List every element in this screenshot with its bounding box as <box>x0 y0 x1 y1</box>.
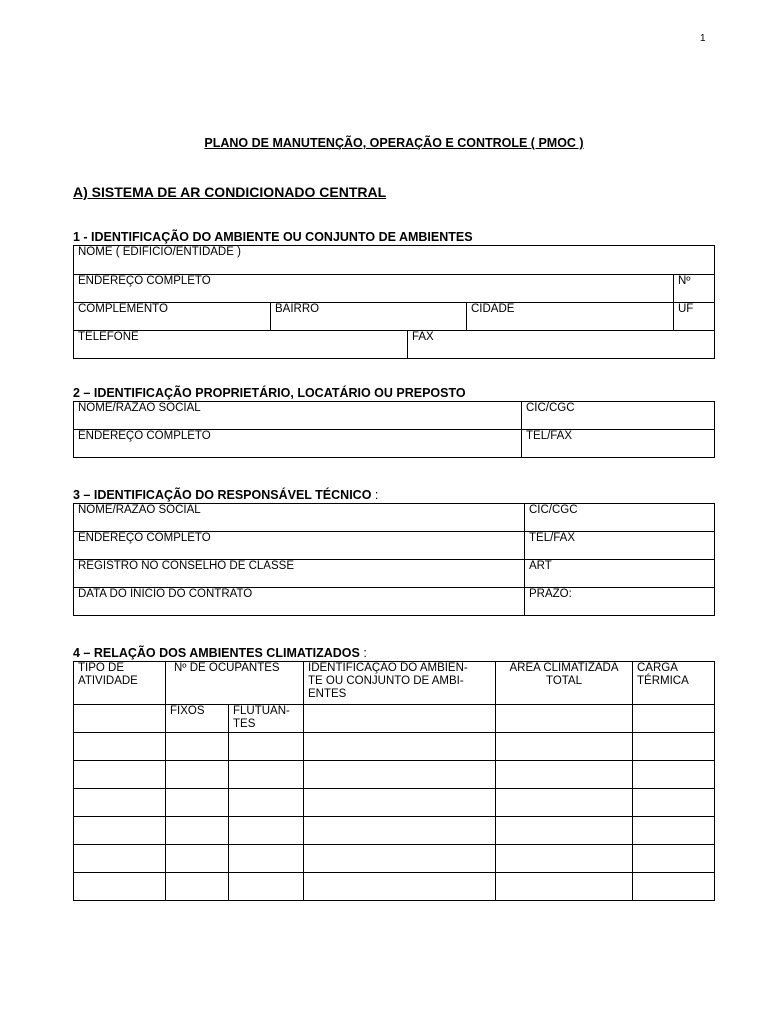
section3-colon: : <box>374 488 379 502</box>
sub-header-flutuantes <box>229 705 304 733</box>
table-row <box>74 789 715 817</box>
col-header-carga-termica <box>633 662 715 705</box>
table-cell[interactable] <box>166 761 229 789</box>
sub-flut-line1: FLUTUAN- <box>233 705 290 717</box>
table-cell[interactable] <box>166 817 229 845</box>
table-cell[interactable] <box>633 873 715 901</box>
section4-heading-text: 4 – RELAÇÃO DOS AMBIENTES CLIMATIZADOS <box>73 646 360 660</box>
label-endereco: ENDEREÇO COMPLETO <box>78 430 211 442</box>
field-nome-edificio[interactable] <box>74 246 715 275</box>
table-cell[interactable] <box>74 789 166 817</box>
section1-heading: 1 - IDENTIFICAÇÃO DO AMBIENTE OU CONJUNTO DE AMBIENTES <box>73 230 473 244</box>
field-prazo[interactable] <box>525 588 715 616</box>
field-telefone[interactable] <box>74 331 408 359</box>
col-header-identificacao <box>304 662 496 705</box>
table-cell[interactable] <box>633 761 715 789</box>
field-registro-conselho[interactable] <box>74 560 525 588</box>
col-ident-line3: ENTES <box>308 688 347 700</box>
col-header-ocupantes <box>166 662 304 705</box>
label-fax: FAX <box>412 331 434 343</box>
label-telefone: TELEFONE <box>78 331 139 343</box>
table-cell[interactable] <box>304 817 496 845</box>
col-ident-line1: IDENTIFICAÇÃO DO AMBIEN- <box>308 662 468 674</box>
field-endereco-completo[interactable] <box>74 275 674 303</box>
label-complemento: COMPLEMENTO <box>78 303 168 315</box>
label-prazo: PRAZO: <box>529 588 572 600</box>
page-number: 1 <box>700 33 706 44</box>
label-numero: Nº <box>678 275 691 287</box>
field-tel-fax[interactable] <box>522 430 715 458</box>
table-cell[interactable] <box>304 761 496 789</box>
table-cell[interactable] <box>229 789 304 817</box>
table-cell[interactable] <box>229 845 304 873</box>
table-cell[interactable] <box>229 761 304 789</box>
table-cell[interactable] <box>166 733 229 761</box>
col-ident-line2: TE OU CONJUNTO DE AMBI- <box>308 675 464 687</box>
table-cell[interactable] <box>166 789 229 817</box>
label-tel-fax: TEL/FAX <box>529 532 576 544</box>
section4-heading <box>73 646 367 660</box>
table-cell[interactable] <box>74 733 166 761</box>
table-row <box>74 817 715 845</box>
table-cell[interactable] <box>633 733 715 761</box>
table-cell[interactable] <box>496 733 633 761</box>
sub-header-fixos <box>166 705 229 733</box>
table-cell[interactable] <box>633 817 715 845</box>
table-cell[interactable] <box>74 845 166 873</box>
col-carga-line2: TÉRMICA <box>637 675 689 687</box>
label-endereco: ENDEREÇO COMPLETO <box>78 275 211 287</box>
sub-flut-line2: TES <box>233 718 256 730</box>
table-cell[interactable] <box>304 845 496 873</box>
document-title: PLANO DE MANUTENÇÃO, OPERAÇÃO E CONTROLE ( PMOC ) <box>204 136 584 150</box>
field-tel-fax[interactable] <box>525 532 715 560</box>
field-cic-cgc[interactable] <box>522 402 715 430</box>
label-cic-cgc: CIC/CGC <box>526 402 575 414</box>
label-cic-cgc: CIC/CGC <box>529 504 578 516</box>
table-cell[interactable] <box>304 705 496 733</box>
label-bairro: BAIRRO <box>275 303 320 315</box>
section3-heading-text: 3 – IDENTIFICAÇÃO DO RESPONSÁVEL TÉCNICO <box>73 488 372 502</box>
table-cell[interactable] <box>304 789 496 817</box>
label-endereco: ENDEREÇO COMPLETO <box>78 532 211 544</box>
col-header-area <box>496 662 633 705</box>
field-endereco-completo[interactable] <box>74 430 522 458</box>
table-cell[interactable] <box>166 845 229 873</box>
section3-table <box>73 503 715 616</box>
table-cell[interactable] <box>166 873 229 901</box>
table-cell[interactable] <box>496 817 633 845</box>
table-cell[interactable] <box>633 845 715 873</box>
col-tipo-line1: TIPO DE <box>78 662 125 674</box>
col-carga-line1: CARGA <box>637 662 678 674</box>
col-area-line2: TOTAL <box>546 675 582 687</box>
field-data-inicio-contrato[interactable] <box>74 588 525 616</box>
table-row <box>74 845 715 873</box>
label-nome-edificio: NOME ( EDIFÍCIO/ENTIDADE ) <box>78 246 241 258</box>
table-cell[interactable] <box>229 817 304 845</box>
table-cell[interactable] <box>74 705 166 733</box>
label-cidade: CIDADE <box>471 303 515 315</box>
table-cell[interactable] <box>496 705 633 733</box>
table-cell[interactable] <box>304 733 496 761</box>
field-uf[interactable] <box>674 303 715 331</box>
table-cell[interactable] <box>496 845 633 873</box>
col-tipo-line2: ATIVIDADE <box>78 675 138 687</box>
label-registro-conselho: REGISTRO NO CONSELHO DE CLASSE <box>78 560 294 572</box>
label-data-inicio: DATA DO INÍCIO DO CONTRATO <box>78 588 253 600</box>
table-cell[interactable] <box>229 873 304 901</box>
section4-table <box>73 661 715 901</box>
section3-heading <box>73 488 378 502</box>
table-cell[interactable] <box>496 789 633 817</box>
col-ocupantes-label: Nº DE OCUPANTES <box>174 662 280 674</box>
section1-table <box>73 245 715 359</box>
field-razao-social[interactable] <box>74 402 522 430</box>
label-razao-social: NOME/RAZÃO SOCIAL <box>78 402 201 414</box>
field-numero[interactable] <box>674 275 715 303</box>
col-header-tipo-atividade <box>74 662 166 705</box>
table-row <box>74 761 715 789</box>
table-cell[interactable] <box>74 817 166 845</box>
field-razao-social[interactable] <box>74 504 525 532</box>
field-bairro[interactable] <box>271 303 467 331</box>
field-cic-cgc[interactable] <box>525 504 715 532</box>
section2-table <box>73 401 715 458</box>
table-row <box>74 733 715 761</box>
sub-fixos-label: FIXOS <box>170 705 205 717</box>
label-art: ART <box>529 560 552 572</box>
section4-colon: : <box>363 646 367 660</box>
section-a-title: A) SISTEMA DE AR CONDICIONADO CENTRAL <box>73 184 387 200</box>
field-complemento[interactable] <box>74 303 271 331</box>
field-cidade[interactable] <box>467 303 674 331</box>
section2-heading: 2 – IDENTIFICAÇÃO PROPRIETÁRIO, LOCATÁRIO OU PREPOSTO <box>73 386 466 400</box>
table-cell[interactable] <box>74 761 166 789</box>
field-art[interactable] <box>525 560 715 588</box>
table-cell[interactable] <box>304 873 496 901</box>
field-fax[interactable] <box>408 331 715 359</box>
label-razao-social: NOME/RAZÃO SOCIAL <box>78 504 201 516</box>
table-cell[interactable] <box>633 789 715 817</box>
table-cell[interactable] <box>74 873 166 901</box>
field-endereco-completo[interactable] <box>74 532 525 560</box>
table-cell[interactable] <box>229 733 304 761</box>
table-cell[interactable] <box>496 873 633 901</box>
table-row <box>74 873 715 901</box>
label-uf: UF <box>678 303 694 315</box>
table-cell[interactable] <box>633 705 715 733</box>
table-cell[interactable] <box>496 761 633 789</box>
label-tel-fax: TEL/FAX <box>526 430 573 442</box>
col-area-line1: ÁREA CLIMATIZADA <box>509 662 619 674</box>
